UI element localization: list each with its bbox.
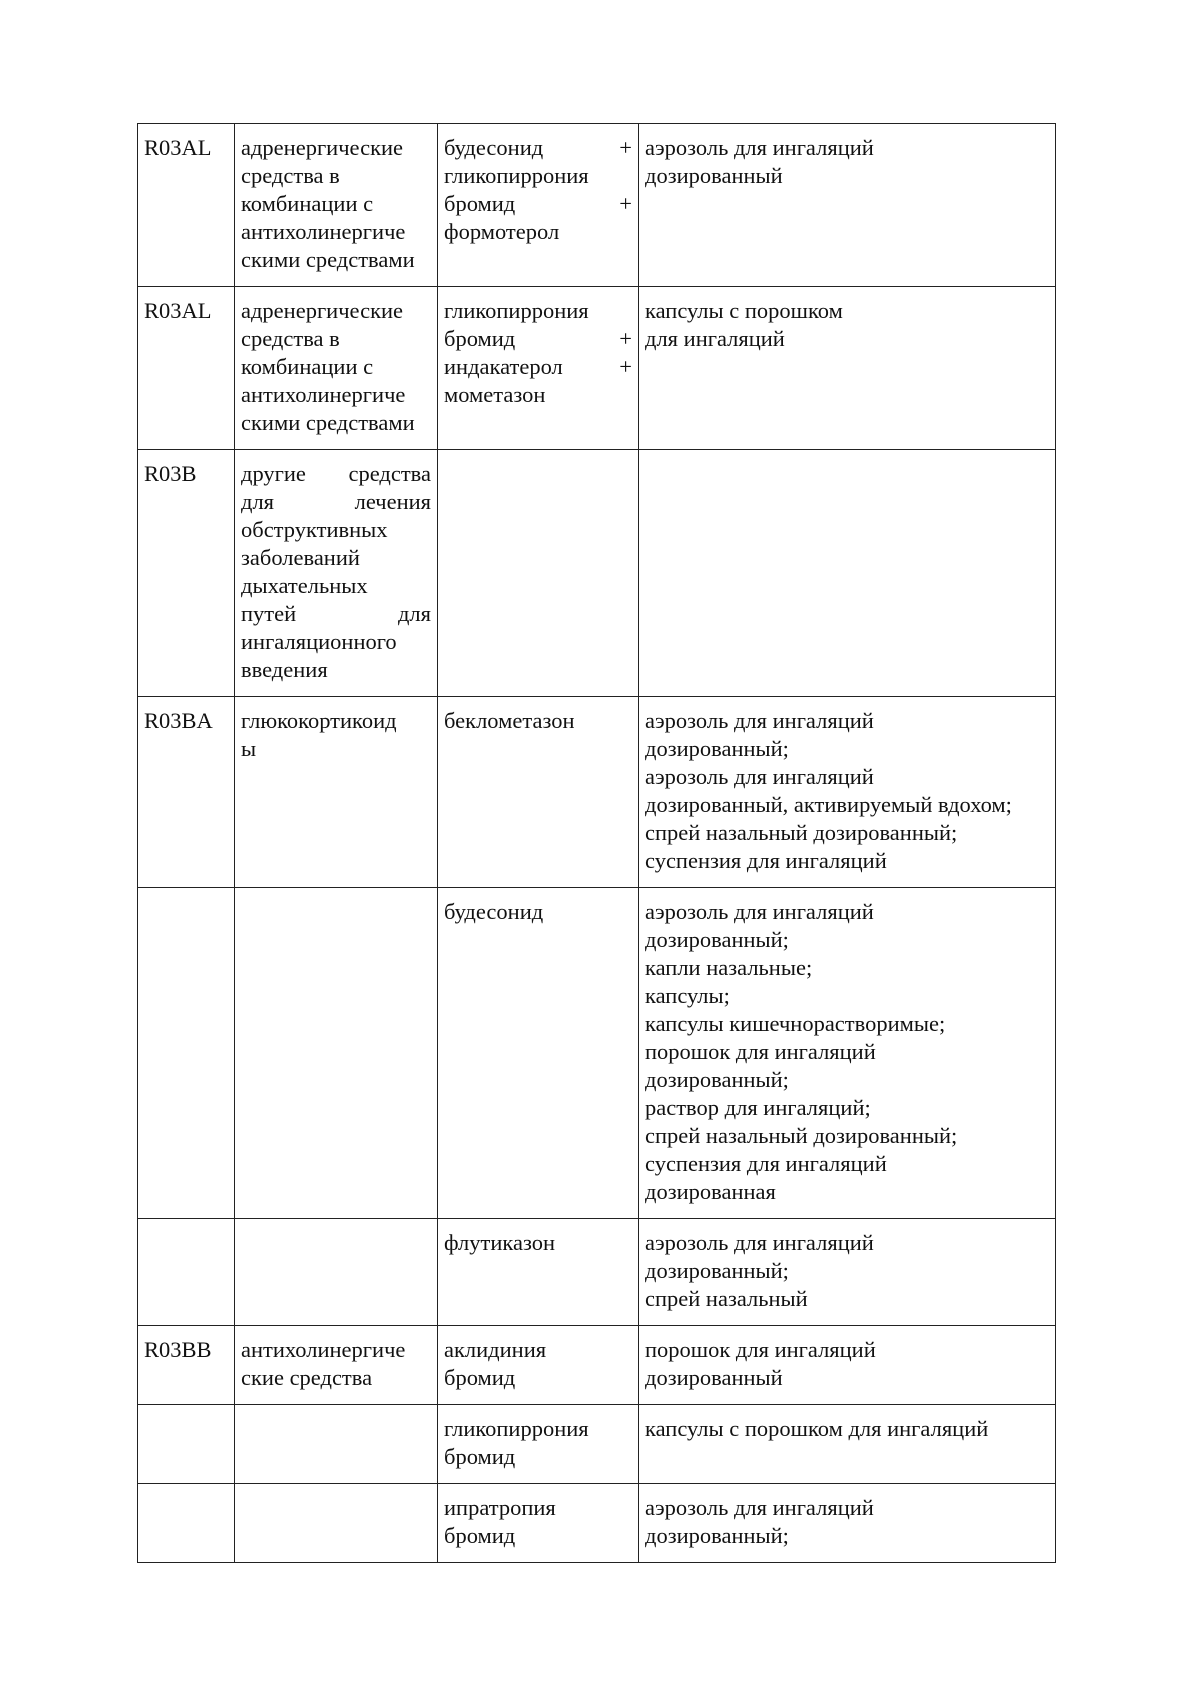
inn-name: гликопиррония	[444, 1416, 589, 1441]
group-text-line: скими средствами	[241, 410, 415, 435]
inn-name: формотерол	[444, 219, 560, 244]
atc-code: R03AL	[144, 135, 212, 160]
group-text-line: введения	[241, 657, 328, 682]
dosage-form-cell	[639, 1484, 1056, 1563]
inn-line	[444, 898, 632, 926]
inn-name: индакатерол	[444, 354, 563, 379]
dosage-form-line: аэрозоль для ингаляций	[645, 1495, 874, 1520]
dosage-form-line: порошок для ингаляций	[645, 1039, 876, 1064]
inn-name: бромид	[444, 326, 516, 351]
dosage-form-line: капсулы с порошком для ингаляций	[645, 1416, 989, 1441]
dosage-form-cell	[639, 888, 1056, 1219]
atc-code-cell	[138, 287, 235, 450]
anatomical-therapeutic-group-cell	[235, 888, 438, 1219]
group-text-line: антихолинергиче	[241, 1337, 406, 1362]
group-text-line: антихолинергиче	[241, 219, 406, 244]
dosage-form-line: дозированный;	[645, 1258, 789, 1283]
inn-name: гликопиррония	[444, 298, 589, 323]
table-row	[138, 1219, 1056, 1326]
dosage-form-line: капли назальные;	[645, 955, 813, 980]
inn-name: бромид	[444, 1523, 516, 1548]
inn-cell	[438, 124, 639, 287]
inn-cell	[438, 697, 639, 888]
anatomical-therapeutic-group-cell	[235, 124, 438, 287]
anatomical-therapeutic-group-cell	[235, 1405, 438, 1484]
group-text-line: комбинации с	[241, 354, 374, 379]
dosage-form-line: спрей назальный дозированный;	[645, 1123, 958, 1148]
inn-line	[444, 297, 632, 325]
inn-line	[444, 218, 632, 246]
atc-code-cell	[138, 124, 235, 287]
dosage-form-line: аэрозоль для ингаляций	[645, 764, 874, 789]
inn-line	[444, 1229, 632, 1257]
anatomical-therapeutic-group-cell	[235, 450, 438, 697]
inn-cell	[438, 287, 639, 450]
dosage-form-line: дозированная	[645, 1179, 776, 1204]
anatomical-therapeutic-group-cell	[235, 1484, 438, 1563]
dosage-form-line: раствор для ингаляций;	[645, 1095, 871, 1120]
group-text-line: средства в	[241, 163, 340, 188]
combination-plus: +	[619, 191, 632, 216]
atc-code-cell	[138, 697, 235, 888]
table-row	[138, 1484, 1056, 1563]
atc-code: R03BB	[144, 1337, 212, 1362]
group-text-line: глюкокортикоид	[241, 708, 397, 733]
inn-line	[444, 190, 632, 218]
inn-cell	[438, 888, 639, 1219]
table-row	[138, 888, 1056, 1219]
atc-code: R03BA	[144, 708, 213, 733]
combination-plus: +	[619, 354, 632, 379]
anatomical-therapeutic-group-cell	[235, 1326, 438, 1405]
anatomical-therapeutic-group-cell	[235, 697, 438, 888]
combination-plus: +	[619, 326, 632, 351]
dosage-form-cell	[639, 450, 1056, 697]
table-row	[138, 1326, 1056, 1405]
inn-name: аклидиния	[444, 1337, 547, 1362]
table-row	[138, 287, 1056, 450]
inn-cell	[438, 450, 639, 697]
group-text-line: комбинации с	[241, 191, 374, 216]
group-text-line: скими средствами	[241, 247, 415, 272]
inn-line	[444, 381, 632, 409]
atc-code-cell	[138, 1405, 235, 1484]
dosage-form-line: аэрозоль для ингаляций	[645, 708, 874, 733]
atc-code: R03B	[144, 461, 197, 486]
inn-line	[444, 1415, 632, 1443]
dosage-form-cell	[639, 287, 1056, 450]
group-text-line: антихолинергиче	[241, 382, 406, 407]
atc-code-cell	[138, 450, 235, 697]
dosage-form-line: для ингаляций	[645, 326, 785, 351]
group-text-line: дыхательных	[241, 573, 368, 598]
dosage-form-line: дозированный;	[645, 1067, 789, 1092]
dosage-form-line: спрей назальный дозированный;	[645, 820, 958, 845]
inn-cell	[438, 1326, 639, 1405]
inn-cell	[438, 1219, 639, 1326]
inn-line	[444, 707, 632, 735]
inn-name: ипратропия	[444, 1495, 556, 1520]
dosage-form-line: капсулы с порошком	[645, 298, 843, 323]
table-row	[138, 124, 1056, 287]
dosage-form-line: спрей назальный	[645, 1286, 808, 1311]
dosage-form-cell	[639, 697, 1056, 888]
inn-name: будесонид	[444, 899, 544, 924]
dosage-form-line: суспензия для ингаляций	[645, 848, 887, 873]
dosage-form-line: дозированный;	[645, 736, 789, 761]
group-word: для	[397, 601, 431, 626]
inn-line	[444, 1443, 632, 1471]
inn-name: мометазон	[444, 382, 546, 407]
table-row	[138, 450, 1056, 697]
group-text-line: адренергические	[241, 135, 404, 160]
group-text-line: ские средства	[241, 1365, 373, 1390]
inn-name: будесонид	[444, 135, 544, 160]
group-text-line: заболеваний	[241, 545, 360, 570]
dosage-form-line: капсулы;	[645, 983, 730, 1008]
group-text-line	[241, 460, 431, 488]
group-text-line: обструктивных	[241, 517, 388, 542]
dosage-form-line: аэрозоль для ингаляций	[645, 899, 874, 924]
inn-line	[444, 1364, 632, 1392]
atc-code-cell	[138, 1219, 235, 1326]
drug-classification-table	[137, 123, 1056, 1563]
atc-code-cell	[138, 1326, 235, 1405]
dosage-form-line: дозированный;	[645, 1523, 789, 1548]
group-word: для	[241, 489, 275, 514]
atc-code-cell	[138, 1484, 235, 1563]
dosage-form-line: капсулы кишечнорастворимые;	[645, 1011, 946, 1036]
dosage-form-cell	[639, 1405, 1056, 1484]
dosage-form-line: аэрозоль для ингаляций	[645, 135, 874, 160]
group-word: путей	[241, 601, 297, 626]
atc-code-cell	[138, 888, 235, 1219]
group-text-line	[241, 488, 431, 516]
inn-cell	[438, 1405, 639, 1484]
table-body	[138, 124, 1056, 1563]
inn-cell	[438, 1484, 639, 1563]
anatomical-therapeutic-group-cell	[235, 287, 438, 450]
inn-line	[444, 162, 632, 190]
group-text-line	[241, 600, 431, 628]
group-word: другие	[241, 461, 306, 486]
inn-name: бромид	[444, 191, 516, 216]
inn-line	[444, 134, 632, 162]
inn-line	[444, 1522, 632, 1550]
table-row	[138, 1405, 1056, 1484]
dosage-form-line: дозированный	[645, 1365, 783, 1390]
inn-name: флутиказон	[444, 1230, 555, 1255]
atc-code: R03AL	[144, 298, 212, 323]
dosage-form-cell	[639, 1219, 1056, 1326]
group-text-line: ингаляционного	[241, 629, 397, 654]
group-word: средства	[348, 461, 431, 486]
inn-name: бромид	[444, 1444, 516, 1469]
group-text-line: адренергические	[241, 298, 404, 323]
group-word: лечения	[354, 489, 431, 514]
inn-line	[444, 353, 632, 381]
inn-name: гликопиррония	[444, 163, 589, 188]
dosage-form-line: порошок для ингаляций	[645, 1337, 876, 1362]
dosage-form-line: дозированный	[645, 163, 783, 188]
anatomical-therapeutic-group-cell	[235, 1219, 438, 1326]
inn-line	[444, 325, 632, 353]
inn-name: бромид	[444, 1365, 516, 1390]
dosage-form-line: аэрозоль для ингаляций	[645, 1230, 874, 1255]
dosage-form-line: дозированный, активируемый вдохом;	[645, 792, 1012, 817]
combination-plus: +	[619, 135, 632, 160]
inn-name: беклометазон	[444, 708, 575, 733]
dosage-form-cell	[639, 1326, 1056, 1405]
dosage-form-line: дозированный;	[645, 927, 789, 952]
dosage-form-cell	[639, 124, 1056, 287]
dosage-form-line: суспензия для ингаляций	[645, 1151, 887, 1176]
group-text-line: средства в	[241, 326, 340, 351]
inn-line	[444, 1494, 632, 1522]
inn-line	[444, 1336, 632, 1364]
table-row	[138, 697, 1056, 888]
group-text-line: ы	[241, 736, 257, 761]
